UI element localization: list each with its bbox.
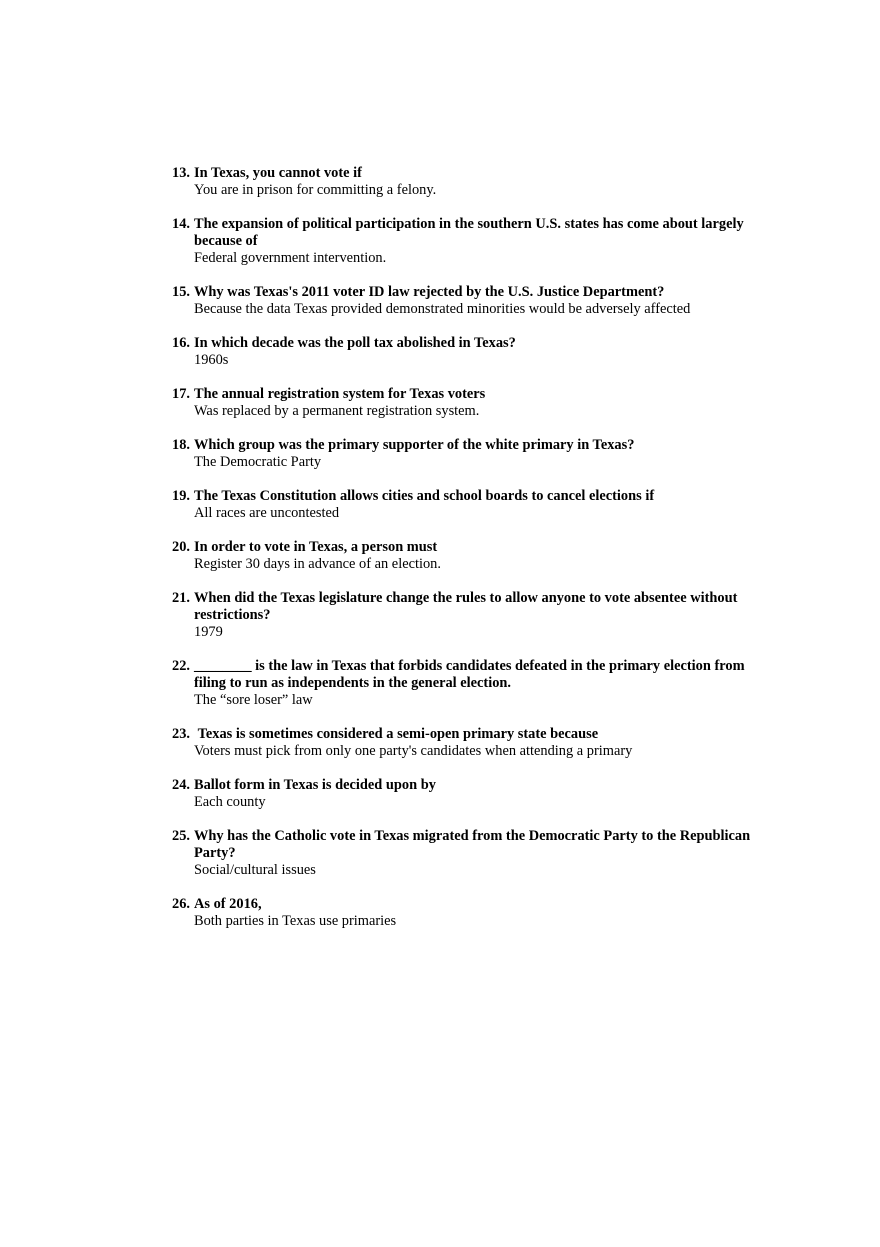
question-text: The expansion of political participation in the southern U.S. states has come about largely because of xyxy=(194,216,744,249)
qa-item-13 xyxy=(172,165,752,199)
question-number: 17. xyxy=(172,386,190,402)
answer-text: 1979 xyxy=(194,624,223,640)
answer-text: You are in prison for committing a felony. xyxy=(194,182,437,198)
question-text: In which decade was the poll tax abolished in Texas? xyxy=(194,335,516,351)
answer-text: The Democratic Party xyxy=(194,454,322,470)
answer-text: All races are uncontested xyxy=(194,505,340,521)
question-text: Texas is sometimes considered a semi-open primary state because xyxy=(194,726,599,742)
answer-text: Both parties in Texas use primaries xyxy=(194,913,397,929)
answer-text: Register 30 days in advance of an election. xyxy=(194,556,441,572)
qa-item-20 xyxy=(172,539,752,573)
question-text: Why was Texas's 2011 voter ID law rejected by the U.S. Justice Department? xyxy=(194,284,665,300)
question-text xyxy=(194,658,752,692)
question-number: 21. xyxy=(172,590,190,606)
question-text: Which group was the primary supporter of the white primary in Texas? xyxy=(194,437,635,453)
question-text: In Texas, you cannot vote if xyxy=(194,165,362,181)
question-number: 13. xyxy=(172,165,190,181)
qa-item-24 xyxy=(172,777,752,811)
question-number: 22. xyxy=(172,658,190,674)
question-number: 20. xyxy=(172,539,190,555)
question-answer-list xyxy=(172,165,752,947)
fill-in-blank: ________ xyxy=(194,658,252,674)
question-number: 19. xyxy=(172,488,190,504)
answer-text: Because the data Texas provided demonstrated minorities would be adversely affected xyxy=(194,301,691,317)
qa-item-23 xyxy=(172,726,752,760)
question-number: 25. xyxy=(172,828,190,844)
question-text: In order to vote in Texas, a person must xyxy=(194,539,438,555)
question-number: 14. xyxy=(172,216,190,232)
answer-text: 1960s xyxy=(194,352,229,368)
answer-text: Each county xyxy=(194,794,266,810)
question-text: The Texas Constitution allows cities and school boards to cancel elections if xyxy=(194,488,655,504)
qa-item-22 xyxy=(172,658,752,709)
question-text-rest: is the law in Texas that forbids candidates defeated in the primary election from filing to run as independents in the general election. xyxy=(194,658,745,691)
answer-text: Social/cultural issues xyxy=(194,862,316,878)
qa-item-14 xyxy=(172,216,752,267)
question-number: 23. xyxy=(172,726,190,742)
qa-item-26 xyxy=(172,896,752,930)
qa-item-17 xyxy=(172,386,752,420)
answer-text: Was replaced by a permanent registration system. xyxy=(194,403,480,419)
question-text: The annual registration system for Texas voters xyxy=(194,386,486,402)
qa-item-15 xyxy=(172,284,752,318)
question-text: As of 2016, xyxy=(194,896,262,912)
question-text: Ballot form in Texas is decided upon by xyxy=(194,777,436,793)
question-number: 16. xyxy=(172,335,190,351)
qa-item-19 xyxy=(172,488,752,522)
qa-item-18 xyxy=(172,437,752,471)
answer-text: The “sore loser” law xyxy=(194,692,313,708)
question-number: 18. xyxy=(172,437,190,453)
question-number: 15. xyxy=(172,284,190,300)
qa-item-25 xyxy=(172,828,752,879)
answer-text: Voters must pick from only one party's candidates when attending a primary xyxy=(194,743,633,759)
question-text: When did the Texas legislature change the rules to allow anyone to vote absentee without restrictions? xyxy=(194,590,738,623)
question-number: 24. xyxy=(172,777,190,793)
qa-item-16 xyxy=(172,335,752,369)
question-number: 26. xyxy=(172,896,190,912)
question-text: Why has the Catholic vote in Texas migrated from the Democratic Party to the Republican Party? xyxy=(194,828,751,861)
answer-text: Federal government intervention. xyxy=(194,250,387,266)
qa-item-21 xyxy=(172,590,752,641)
